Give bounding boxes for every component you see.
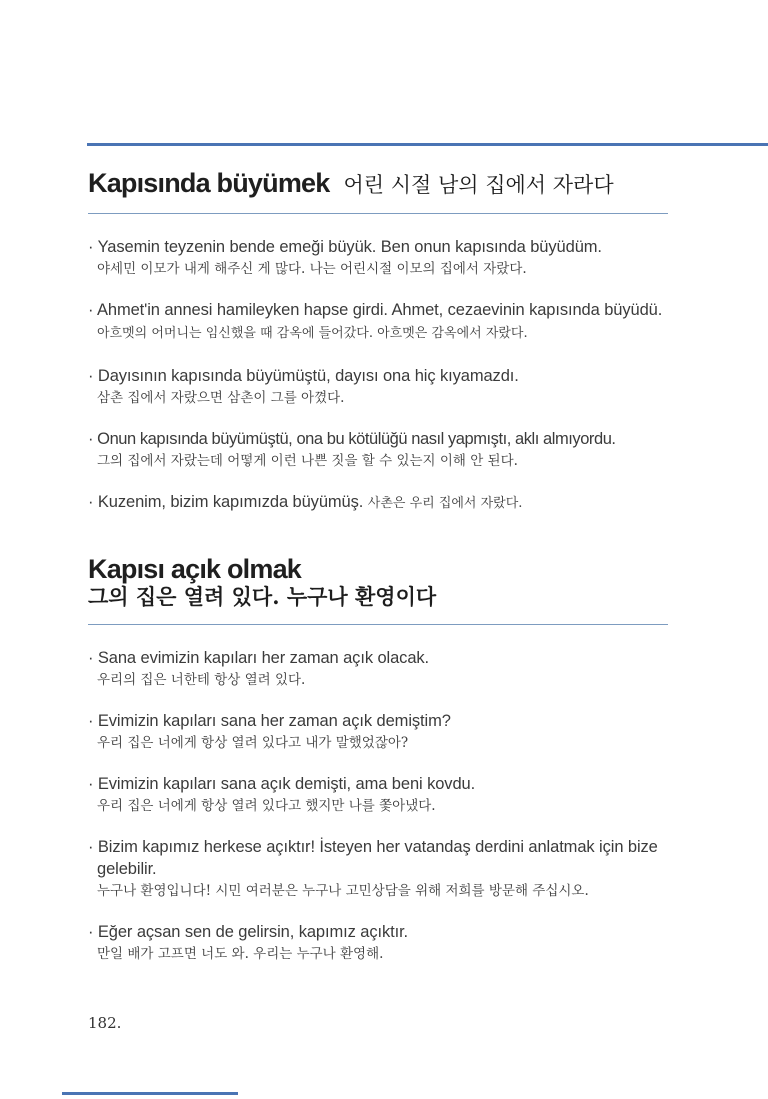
entry-turkish-text: · Kuzenim, bizim kapımızda büyümüş. [88, 493, 364, 511]
entry [88, 236, 668, 279]
entry-korean: 우리 집은 너에게 항상 열려 있다고 했지만 나를 쫓아냈다. [97, 798, 436, 814]
entry-korean: 누구나 환영입니다! 시민 여러분은 누구나 고민상담을 위해 저희를 방문해 주십시오. [97, 883, 589, 899]
entry-korean: 우리의 집은 너한테 항상 열려 있다. [97, 672, 306, 688]
entry-korean-inline: 아흐멧의 어머니는 임신했을 때 감옥에 들어갔다. 아흐멧은 감옥에서 자랐다. [97, 326, 528, 341]
entry [88, 921, 668, 964]
entry-korean: 야세민 이모가 내게 해주신 게 많다. 나는 어린시절 이모의 집에서 자랐다. [97, 261, 527, 277]
entry [88, 299, 668, 345]
entry [88, 428, 668, 471]
top-accent-rule [87, 143, 768, 146]
page-content [88, 168, 668, 964]
entry [88, 836, 668, 901]
entry-turkish: · Eğer açsan sen de gelirsin, kapımız açıktır. [88, 923, 409, 941]
entry-list [88, 236, 668, 515]
entry-list [88, 647, 668, 964]
section-divider [88, 213, 668, 214]
entry-turkish: · Dayısının kapısında büyümüştü, dayısı ona hiç kıyamazdı. [88, 367, 519, 385]
entry-turkish: · Bizim kapımız herkese açıktır! İsteyen her vatandaş derdini anlatmak için bize gelebilir. [88, 838, 658, 878]
section-kapisi-acik-olmak [88, 554, 668, 964]
entry [88, 647, 668, 690]
section-header [88, 168, 668, 199]
section-subtitle-korean: 그의 집은 열려 있다. 누구나 환영이다 [88, 584, 437, 609]
entry-korean: 만일 배가 고프면 너도 와. 우리는 누구나 환영해. [97, 946, 384, 962]
entry-turkish: · Evimizin kapıları sana açık demişti, ama beni kovdu. [88, 775, 476, 793]
section-title: Kapısı açık olmak [88, 554, 302, 584]
section-kapisinda-buyumek [88, 168, 668, 515]
entry [88, 491, 668, 515]
entry-korean: 우리 집은 너에게 항상 열려 있다고 내가 말했었잖아? [97, 735, 409, 751]
section-header [88, 554, 668, 584]
entry-korean: 삼촌 집에서 자랐으면 삼촌이 그를 아꼈다. [97, 390, 345, 406]
entry-korean: 그의 집에서 자랐는데 어떻게 이런 나쁜 짓을 할 수 있는지 이해 안 된다. [97, 453, 518, 469]
entry [88, 710, 668, 753]
entry-korean-inline: 사촌은 우리 집에서 자랐다. [367, 496, 523, 511]
section-title: Kapısında büyümek [88, 168, 330, 198]
entry [88, 773, 668, 816]
entry-turkish-text: · Ahmet'in annesi hamileyken hapse girdi. Ahmet, cezaevinin kapısında büyüdü. [88, 301, 663, 319]
entry-turkish [88, 299, 668, 345]
section-divider [88, 624, 668, 625]
entry-turkish: · Evimizin kapıları sana her zaman açık demiştim? [88, 712, 451, 730]
entry [88, 365, 668, 408]
page-number: 182. [88, 1014, 122, 1032]
entry-turkish: · Yasemin teyzenin bende emeği büyük. Ben onun kapısında büyüdüm. [88, 238, 602, 256]
entry-turkish [88, 491, 668, 515]
bottom-accent-rule [62, 1092, 238, 1095]
section-title-korean: 어린 시절 남의 집에서 자라다 [343, 173, 614, 197]
entry-turkish: · Onun kapısında büyümüştü, ona bu kötülüğü nasıl yapmıştı, aklı almıyordu. [88, 430, 616, 448]
entry-turkish: · Sana evimizin kapıları her zaman açık olacak. [88, 649, 430, 667]
